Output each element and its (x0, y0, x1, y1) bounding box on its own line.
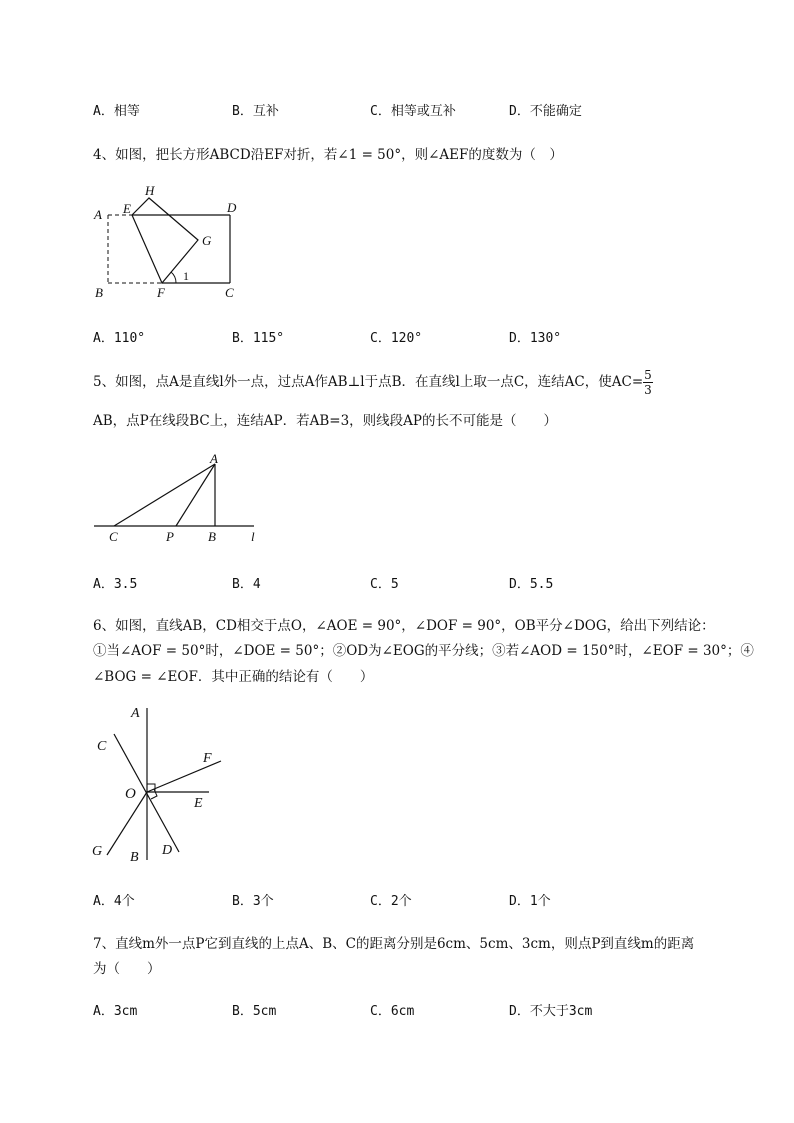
q5-stem-part2: AB，点P在线段BC上，连结AP．若AB=3，则线段AP的长不可能是（ ） (93, 413, 557, 429)
q4-label-b: B (95, 285, 103, 300)
q6-stem-line1: 6、如图，直线AB，CD相交于点O，∠AOE = 90°，∠DOF = 90°，OB平分∠DOG，给出下列结论： (93, 618, 715, 634)
q6-label-d: D (162, 843, 173, 858)
q6-label-c: C (97, 739, 107, 754)
q5-label-p: P (166, 529, 174, 544)
q4-angle-arc (171, 272, 176, 283)
q6-option-b: B．3个 (232, 894, 274, 909)
q3-option-c: C．相等或互补 (370, 104, 456, 119)
q5-frac-den: 3 (644, 383, 652, 397)
q5-segment-ac (114, 464, 215, 526)
q6-option-c: C．2个 (370, 894, 412, 909)
q4-option-d: D．130° (509, 331, 562, 346)
q4-label-f: F (157, 285, 165, 300)
q3-option-b: B．互补 (232, 104, 279, 119)
q5-fraction (643, 368, 653, 397)
q6-option-a: A．4个 (93, 894, 135, 909)
q4-figure (90, 178, 250, 303)
q7-option-c: C．6cm (370, 1004, 415, 1019)
q5-stem-line1 (93, 368, 653, 397)
q6-label-e: E (194, 796, 203, 811)
q4-label-e: E (123, 201, 131, 216)
q7-option-a: A．3cm (93, 1004, 138, 1019)
q6-label-a: A (131, 706, 140, 721)
q7-option-b: B．5cm (232, 1004, 277, 1019)
q5-label-a: A (210, 451, 218, 466)
q5-label-c: C (109, 529, 118, 544)
q6-option-d: D．1个 (509, 894, 551, 909)
q6-label-g: G (92, 844, 103, 859)
q7-option-d: D．不大于3cm (509, 1004, 593, 1019)
q4-label-h: H (145, 183, 155, 198)
q5-figure (90, 450, 270, 545)
q6-figure (85, 700, 245, 870)
q7-stem-line1: 7、直线m外一点P它到直线的上点A、B、C的距离分别是6cm、5cm、3cm，则点P到直线m的距离 (93, 936, 695, 952)
q4-option-b: B．115° (232, 331, 285, 346)
q3-option-a: A．相等 (93, 104, 140, 119)
q5-option-c: C．5 (370, 577, 399, 592)
q5-label-l: l (251, 529, 255, 544)
q4-label-d: D (227, 200, 237, 215)
q4-label-g: G (202, 233, 212, 248)
q4-label-1: 1 (183, 269, 189, 283)
q4-option-a: A．110° (93, 331, 146, 346)
q3-option-d: D．不能确定 (509, 104, 582, 119)
q5-option-a: A．3.5 (93, 577, 138, 592)
q5-stem-part1: 5、如图，点A是直线l外一点，过点A作AB⊥l于点B．在直线l上取一点C，连结AC，使AC= (93, 374, 644, 390)
q6-label-f: F (203, 751, 212, 766)
q5-segment-ap (176, 464, 215, 526)
q6-stem-line2: ①当∠AOF = 50°时，∠DOE = 50°；②OD为∠EOG的平分线；③若∠AOD = 150°时，∠EOF = 30°；④ (93, 643, 754, 659)
q6-stem-line3: ∠BOG = ∠EOF．其中正确的结论有（ ） (93, 669, 374, 685)
q4-stem: 4、如图，把长方形ABCD沿EF对折，若∠1 = 50°，则∠AEF的度数为（ ） (93, 147, 563, 163)
q7-stem-line2: 为（ ） (93, 961, 161, 977)
q6-label-o: O (125, 786, 136, 802)
q4-label-c: C (225, 285, 234, 300)
q6-label-b: B (130, 850, 139, 865)
q5-option-d: D．5.5 (509, 577, 554, 592)
q4-label-a: A (94, 207, 102, 222)
q5-frac-num: 5 (644, 368, 652, 382)
q4-option-c: C．120° (370, 331, 423, 346)
q5-label-b: B (208, 529, 216, 544)
q5-option-b: B．4 (232, 577, 261, 592)
